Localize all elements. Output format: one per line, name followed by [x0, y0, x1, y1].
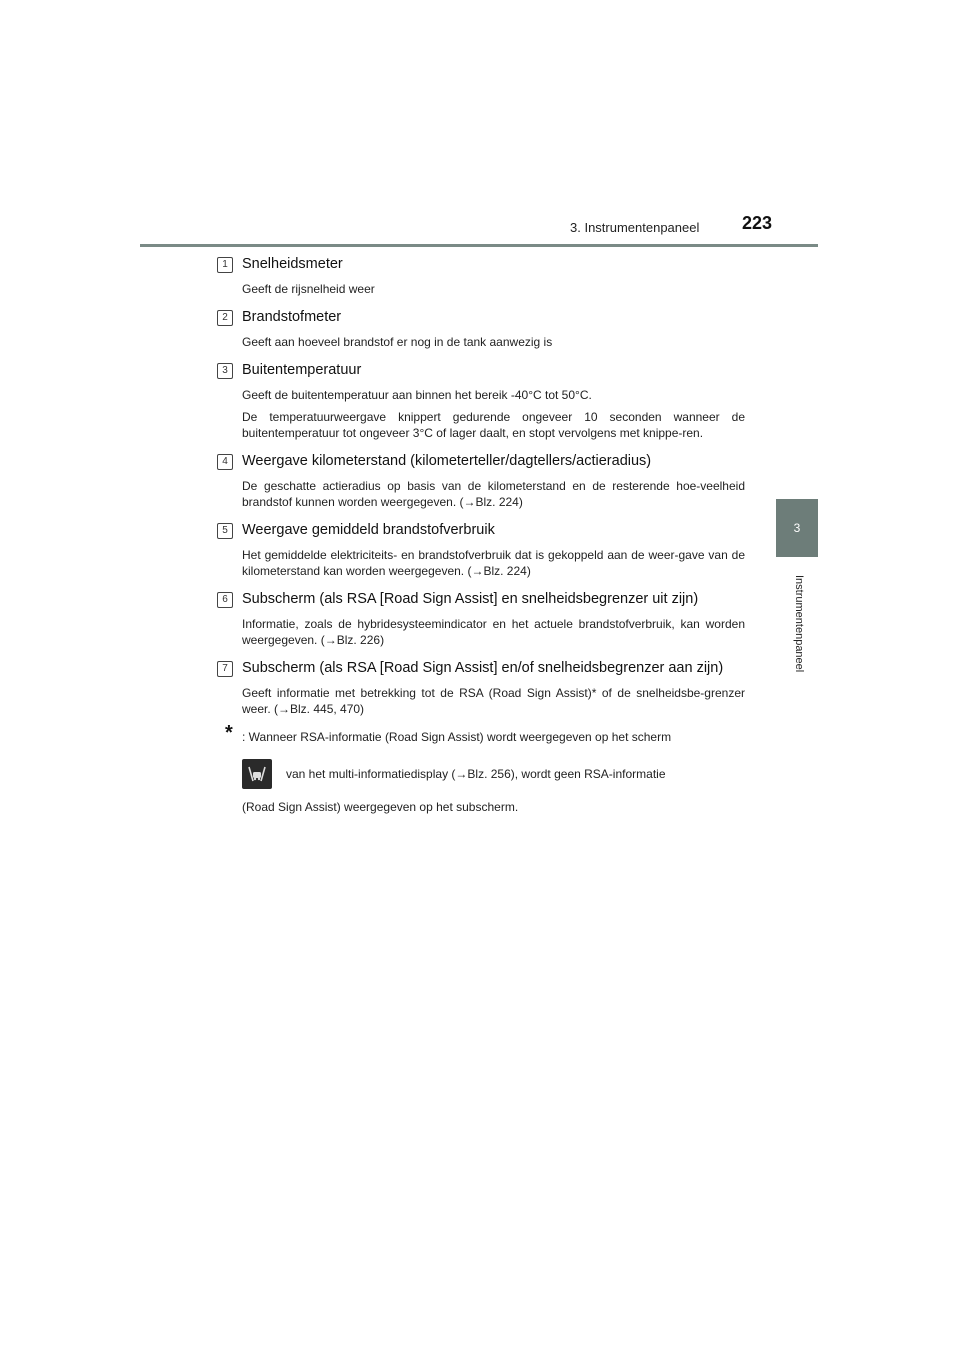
item-number-badge: 1: [217, 257, 233, 273]
footnote-line-1: : Wanneer RSA-informatie (Road Sign Assist) wordt weergegeven op het scherm: [242, 730, 672, 744]
list-item: [217, 254, 745, 297]
item-title: Snelheidsmeter: [242, 256, 343, 272]
item-description: Geeft informatie met betrekking tot de RSA (Road Sign Assist)* of de snelheidsbe-grenzer weer. (→Blz. 445, 470): [242, 686, 745, 716]
item-title: Buitentemperatuur: [242, 362, 362, 378]
chapter-label: Instrumentenpaneel: [793, 575, 805, 673]
page-number: 223: [742, 213, 773, 233]
list-item: [217, 589, 745, 648]
chapter-tab: [776, 499, 818, 557]
footnote-line-2: van het multi-informatiedisplay (→Blz. 256), wordt geen RSA-informatie: [286, 767, 666, 781]
item-description: Geeft aan hoeveel brandstof er nog in de tank aanwezig is: [242, 335, 553, 349]
item-number-badge: 6: [217, 592, 233, 608]
rsa-display-icon: [242, 759, 272, 789]
list-item: [217, 307, 745, 350]
item-title: Weergave kilometerstand (kilometerteller/dagtellers/actieradius): [242, 453, 652, 469]
header-divider: [140, 244, 818, 247]
list-item: [217, 658, 745, 717]
footnote: [217, 722, 745, 815]
item-description: De temperatuurweergave knippert gedurende ongeveer 10 seconden wanneer de buitentemperatuur tot ongeveer 3°C of lager daalt, en stopt vervolgens met knippe-ren.: [242, 410, 745, 440]
item-number-badge: 3: [217, 363, 233, 379]
item-number-badge: 4: [217, 454, 233, 470]
list-item: [217, 360, 745, 441]
item-number-badge: 2: [217, 310, 233, 326]
list-item: [217, 520, 745, 579]
chapter-number: 3: [793, 521, 801, 535]
item-number-badge: 7: [217, 661, 233, 677]
item-title: Weergave gemiddeld brandstofverbruik: [242, 522, 495, 538]
item-description: Geeft de rijsnelheid weer: [242, 282, 375, 296]
footnote-line-3: (Road Sign Assist) weergegeven op het subscherm.: [242, 800, 519, 814]
item-number-badge: 5: [217, 523, 233, 539]
list-item: [217, 451, 745, 510]
items-list: [217, 254, 745, 717]
item-title: Brandstofmeter: [242, 309, 342, 325]
footnote-row: [242, 759, 745, 789]
item-description: Geeft de buitentemperatuur aan binnen het bereik -40°C tot 50°C.: [242, 388, 592, 402]
item-description: Het gemiddelde elektriciteits- en brandstofverbruik dat is gekoppeld aan de weer-gave van de kilometerstand kan worden weergegeven. (→Blz. 224): [242, 548, 745, 578]
footnote-star: *: [225, 722, 233, 744]
item-title: Subscherm (als RSA [Road Sign Assist] en/of snelheidsbegrenzer aan zijn): [242, 660, 724, 676]
content: [217, 254, 745, 815]
item-title: Subscherm (als RSA [Road Sign Assist] en snelheidsbegrenzer uit zijn): [242, 591, 699, 607]
item-description: De geschatte actieradius op basis van de kilometerstand en de resterende hoe-veelheid brandstof kunnen worden weergegeven. (→Blz. 224): [242, 479, 745, 509]
section-title: 3. Instrumentenpaneel: [570, 220, 700, 235]
item-description: Informatie, zoals de hybridesysteemindicator en het actuele brandstofverbruik, kan worden weergegeven. (→Blz. 226): [242, 617, 745, 647]
